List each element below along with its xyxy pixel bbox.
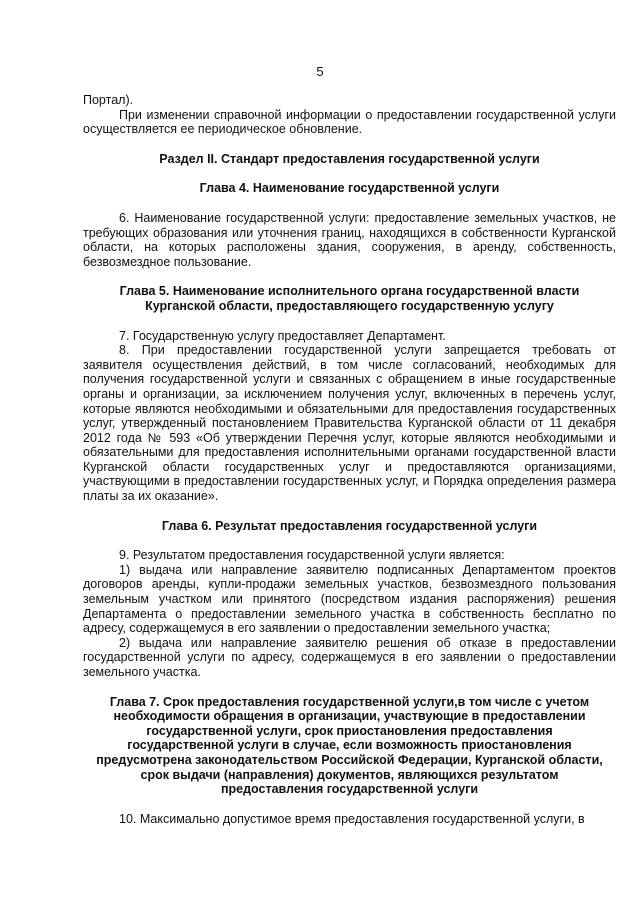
paragraph-9-item-2: 2) выдача или направление заявителю решения об отказе в предоставлении государственной услуги по адресу, содержащемуся в его заявлении о предоставлении земельного участка. (83, 635, 616, 679)
page-number: 5 (316, 64, 324, 79)
paragraph-update-info: При изменении справочной информации о предоставлении государственной услуги осуществляется ее периодическое обновление. (83, 107, 616, 137)
paragraph-portal: Портал). (83, 93, 134, 107)
chapter-5-title-line-2: Курганской области, предоставляющего государственную услугу (145, 298, 554, 313)
chapter-7-title-line: государственной услуги в случае, если возможность приостановления (127, 738, 572, 753)
paragraph-8: 8. При предоставлении государственной услуги запрещается требовать от заявителя осуществления действий, в том числе согласований, необходимых для получения государственной услуги и связанных с обращением в иные государственные органы и организации, за исключением получения услуг, включенных в перечень услуг, которые являются необходимыми и обязательными для предоставления государственных услуг, утвержденный постановлением Правительства Курганской области от 11 декабря 2012 года № 593 «Об утверждении Перечня услуг, которые являются необходимыми и обязательными для предоставления исполнительными органами государственной власти Курганской области государственных услуг и предоставляются организациями, участвующими в предоставлении государственных услуг, и Порядка определения размера платы за их оказание». (83, 343, 616, 504)
chapter-5-title-line-1: Глава 5. Наименование исполнительного органа государственной власти (119, 284, 580, 299)
chapter-7-title-line: государственной услуги, срок приостановления предоставления (146, 723, 553, 738)
paragraph-9-item-1: 1) выдача или направление заявителю подписанных Департаментом проектов договоров аренды, купли-продажи земельных участков, безвозмездного пользования земельным участком или принятого (посредством издания распоряжения) решения Департамента о предоставлении земельного участка в собственность бесплатно по адресу, содержащемуся в его заявлении о предоставлении земельного участка; (83, 562, 616, 636)
paragraph-10: 10. Максимально допустимое время предоставления государственной услуги, в (119, 811, 585, 826)
document-body (83, 93, 616, 826)
paragraph-7: 7. Государственную услугу предоставляет Департамент. (119, 328, 446, 343)
chapter-7-title-line: Глава 7. Срок предоставления государственной услуги,в том числе с учетом (109, 694, 590, 709)
chapter-5-title (83, 284, 616, 313)
chapter-7-title-line: предоставления государственной услуги (220, 782, 479, 797)
chapter-7-title-line: необходимости обращения в организации, участвующие в предоставлении (113, 709, 586, 724)
chapter-7-title (83, 695, 616, 797)
chapter-4-title: Глава 4. Наименование государственной услуги (199, 181, 500, 196)
chapter-7-title-line: предусмотрена законодательством Российской Федерации, Курганской области, (96, 752, 603, 767)
section-2-title: Раздел II. Стандарт предоставления государственной услуги (159, 151, 540, 166)
chapter-6-title: Глава 6. Результат предоставления государственной услуги (161, 518, 538, 533)
paragraph-9: 9. Результатом предоставления государственной услуги является: (119, 548, 505, 563)
chapter-7-title-line: срок выдачи (направления) документов, являющихся результатом (140, 767, 559, 782)
paragraph-6: 6. Наименование государственной услуги: предоставление земельных участков, не требующих образования или уточнения границ, находящихся в собственности Курганской области, на которых расположены здания, сооружения, в аренду, собственность, безвозмездное пользование. (83, 210, 616, 269)
